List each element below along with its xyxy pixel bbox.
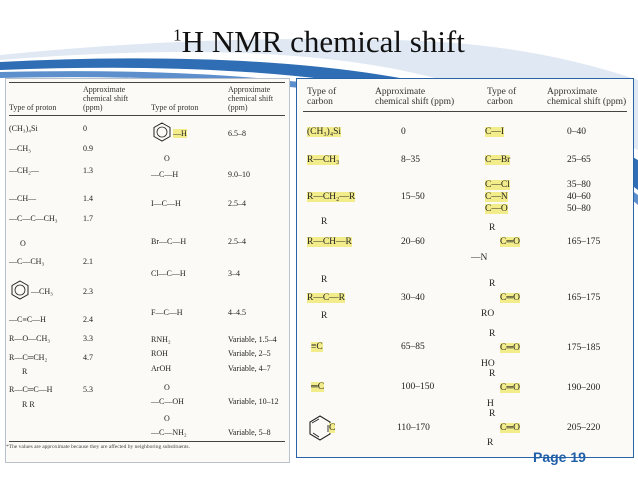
carbon-shift: 0: [401, 127, 406, 137]
substituent-r: R: [321, 311, 328, 321]
header-line: Approximate: [228, 85, 271, 94]
substituent-r: R R: [22, 400, 35, 409]
proton-shift: Variable, 5–8: [228, 428, 271, 437]
proton-group: Cl—C—H: [151, 269, 186, 278]
proton-shift: 0: [83, 124, 87, 133]
proton-shift: 5.3: [83, 385, 93, 394]
carbonyl-o: O: [20, 239, 26, 248]
carbon-shift: 20–60: [401, 237, 425, 247]
proton-group: —CH₃: [9, 144, 31, 153]
proton-group: ArOH: [151, 364, 171, 373]
substituent-ro: RO: [481, 309, 495, 319]
proton-group: —C—OH: [151, 397, 184, 406]
proton-shift: Variable, 2–5: [228, 349, 271, 358]
col-header-type-of-proton-2: Type of proton: [151, 103, 199, 112]
proton-group: ROH: [151, 349, 168, 358]
carbon-group: [307, 192, 355, 202]
proton-shift: Variable, 10–12: [228, 397, 279, 406]
proton-shift: 0.9: [83, 144, 93, 153]
proton-group: (CH₃)₄Si: [9, 124, 38, 133]
highlighted-carbon: C═O: [500, 293, 520, 303]
highlighted-carbon: C: [329, 423, 336, 433]
header-line: carbon: [487, 97, 513, 107]
proton-shift: 6.5–8: [228, 129, 246, 138]
carbon-shift: 15–50: [401, 192, 425, 202]
proton-group: —CH₃: [31, 287, 53, 296]
substituent-r: R: [321, 217, 328, 227]
carbon-shift: 40–60: [567, 192, 591, 202]
carbon-group: [485, 127, 504, 137]
carbon-shift-table: [296, 78, 634, 458]
slide-title: [0, 24, 638, 60]
header-line: chemical shift: [228, 94, 274, 103]
title-text: H NMR chemical shift: [181, 24, 465, 59]
carbon-shift: 0–40: [567, 127, 586, 137]
table-top-rule: [9, 82, 285, 83]
substituent-h: H: [487, 399, 494, 409]
highlighted-carbon: C═O: [500, 423, 520, 433]
proton-group: F—C—H: [151, 308, 183, 317]
substituent-n: —N: [471, 253, 488, 263]
highlighted-carbon: R—CH—R: [307, 237, 352, 247]
substituent-r: R: [22, 367, 28, 376]
carbon-group: [307, 293, 345, 303]
highlighted-carbon: (CH₃)₄Si: [307, 127, 342, 137]
carbonyl-o: O: [164, 154, 170, 163]
highlighted-carbon: C═O: [500, 383, 520, 393]
proton-shift-table: [5, 78, 290, 463]
carbon-group: [485, 204, 508, 214]
header-line: Approximate: [547, 87, 598, 97]
proton-group: RNH₂: [151, 335, 171, 344]
substituent-r: R: [489, 329, 496, 339]
table-footnote: *The values are approximate because they are affected by neighboring substituents.: [6, 444, 190, 450]
col-header-shift: [83, 85, 128, 112]
carbon-group: [500, 237, 520, 247]
carbon-shift: 175–185: [567, 343, 601, 353]
header-rule: [9, 115, 285, 116]
highlighted-carbon: R—CH₃: [307, 155, 340, 165]
col-header-shift-2: [228, 85, 273, 112]
carbon-group: [307, 127, 341, 137]
carbon-shift: 110–170: [397, 423, 430, 433]
header-line: chemical shift (ppm): [375, 97, 455, 107]
header-rule: [303, 111, 627, 112]
substituent-ho: HO: [481, 359, 495, 369]
carbon-group: [485, 192, 508, 202]
proton-group: —CH₂—: [9, 166, 39, 175]
col-header-type-of-carbon-2: [487, 87, 516, 107]
highlighted-h: —H: [173, 129, 187, 138]
header-line: Approximate: [83, 85, 126, 94]
proton-group: Br—C—H: [151, 237, 187, 246]
header-line: Type of: [487, 87, 517, 97]
col-header-type-of-carbon: [307, 87, 336, 107]
proton-shift: 2.4: [83, 315, 93, 324]
carbon-shift: 50–80: [567, 204, 591, 214]
header-line: carbon: [307, 97, 333, 107]
col-header-type-of-proton: Type of proton: [9, 103, 57, 112]
benzene-ring-icon: [9, 279, 31, 301]
proton-shift: 2.3: [83, 287, 93, 296]
proton-group: R—C═CH₂: [9, 353, 48, 362]
proton-group: —C—C—CH₃: [9, 214, 58, 223]
proton-shift: 2.1: [83, 257, 93, 266]
proton-group: —CH—: [9, 194, 37, 203]
proton-shift: 2.5–4: [228, 199, 246, 208]
col-header-carbon-shift: [375, 87, 454, 107]
proton-shift: 9.0–10: [228, 170, 250, 179]
carbon-shift: 165–175: [567, 293, 601, 303]
substituent-r: R: [321, 275, 328, 285]
proton-group: —C—NH₂: [151, 428, 187, 437]
highlighted-carbon: R—CH₂—R: [307, 192, 356, 202]
header-line: chemical shift: [83, 94, 129, 103]
carbon-shift: 8–35: [401, 155, 420, 165]
carbon-shift: 25–65: [567, 155, 591, 165]
proton-shift: 3.3: [83, 334, 93, 343]
highlighted-carbon: C—Br: [485, 155, 511, 165]
carbon-group: [311, 382, 324, 392]
carbon-shift: 30–40: [401, 293, 425, 303]
proton-shift: 2.5–4: [228, 237, 246, 246]
carbon-group: [485, 180, 510, 190]
substituent-r: R: [489, 409, 496, 419]
header-line: (ppm): [83, 103, 103, 112]
highlighted-carbon: ═C: [311, 382, 325, 392]
proton-shift: 3–4: [228, 269, 240, 278]
carbonyl-o: O: [164, 383, 170, 392]
carbon-group: [500, 293, 520, 303]
carbon-shift: 205–220: [567, 423, 601, 433]
title-superscript: 1: [173, 25, 182, 45]
benzene-ring-icon: [151, 121, 173, 143]
highlighted-carbon: C—I: [485, 127, 504, 137]
proton-group: —C—H: [151, 170, 179, 179]
header-line: chemical shift (ppm): [547, 97, 627, 107]
proton-shift: 1.3: [83, 166, 93, 175]
highlighted-carbon: C═O: [500, 343, 520, 353]
proton-group: [173, 129, 187, 138]
highlighted-carbon: C—O: [485, 204, 508, 214]
proton-group: —C—CH₃: [9, 257, 45, 266]
highlighted-carbon: C═O: [500, 237, 520, 247]
substituent-r: R: [489, 223, 496, 233]
substituent-r: R: [487, 438, 494, 448]
proton-group: R—O—CH₃: [9, 334, 51, 343]
carbon-group: [329, 423, 335, 433]
carbon-shift: 65–85: [401, 342, 425, 352]
proton-shift: 4.7: [83, 353, 93, 362]
carbon-shift: 165–175: [567, 237, 601, 247]
carbon-shift: 100–150: [401, 382, 435, 392]
proton-shift: 1.7: [83, 214, 93, 223]
page-number: Page 19: [533, 449, 586, 465]
highlighted-carbon: C—N: [485, 192, 508, 202]
carbon-group: [500, 383, 520, 393]
carbon-group: [311, 342, 323, 352]
carbon-group: [500, 423, 520, 433]
carbon-group: [307, 237, 352, 247]
substituent-r: R: [489, 279, 496, 289]
proton-shift: Variable, 4–7: [228, 364, 271, 373]
header-line: Type of: [307, 87, 337, 97]
substituent-r: R: [489, 369, 496, 379]
highlighted-carbon: R—C—R: [307, 293, 346, 303]
table-bottom-rule: [9, 441, 285, 442]
proton-group: R—C═C—H: [9, 385, 53, 394]
proton-shift: 1.4: [83, 194, 93, 203]
carbonyl-o: O: [164, 414, 170, 423]
carbon-shift: 35–80: [567, 180, 591, 190]
col-header-carbon-shift-2: [547, 87, 626, 107]
proton-group: —C≡C—H: [9, 315, 46, 324]
carbon-group: [307, 155, 339, 165]
header-line: Approximate: [375, 87, 426, 97]
proton-shift: Variable, 1.5–4: [228, 335, 277, 344]
carbon-shift: 190–200: [567, 383, 601, 393]
carbon-group: [485, 155, 510, 165]
proton-group: I—C—H: [151, 199, 181, 208]
highlighted-carbon: C—Cl: [485, 180, 510, 190]
proton-shift: 4–4.5: [228, 308, 246, 317]
header-line: (ppm): [228, 103, 248, 112]
highlighted-carbon: ≡C: [311, 342, 323, 352]
carbon-group: [500, 343, 520, 353]
